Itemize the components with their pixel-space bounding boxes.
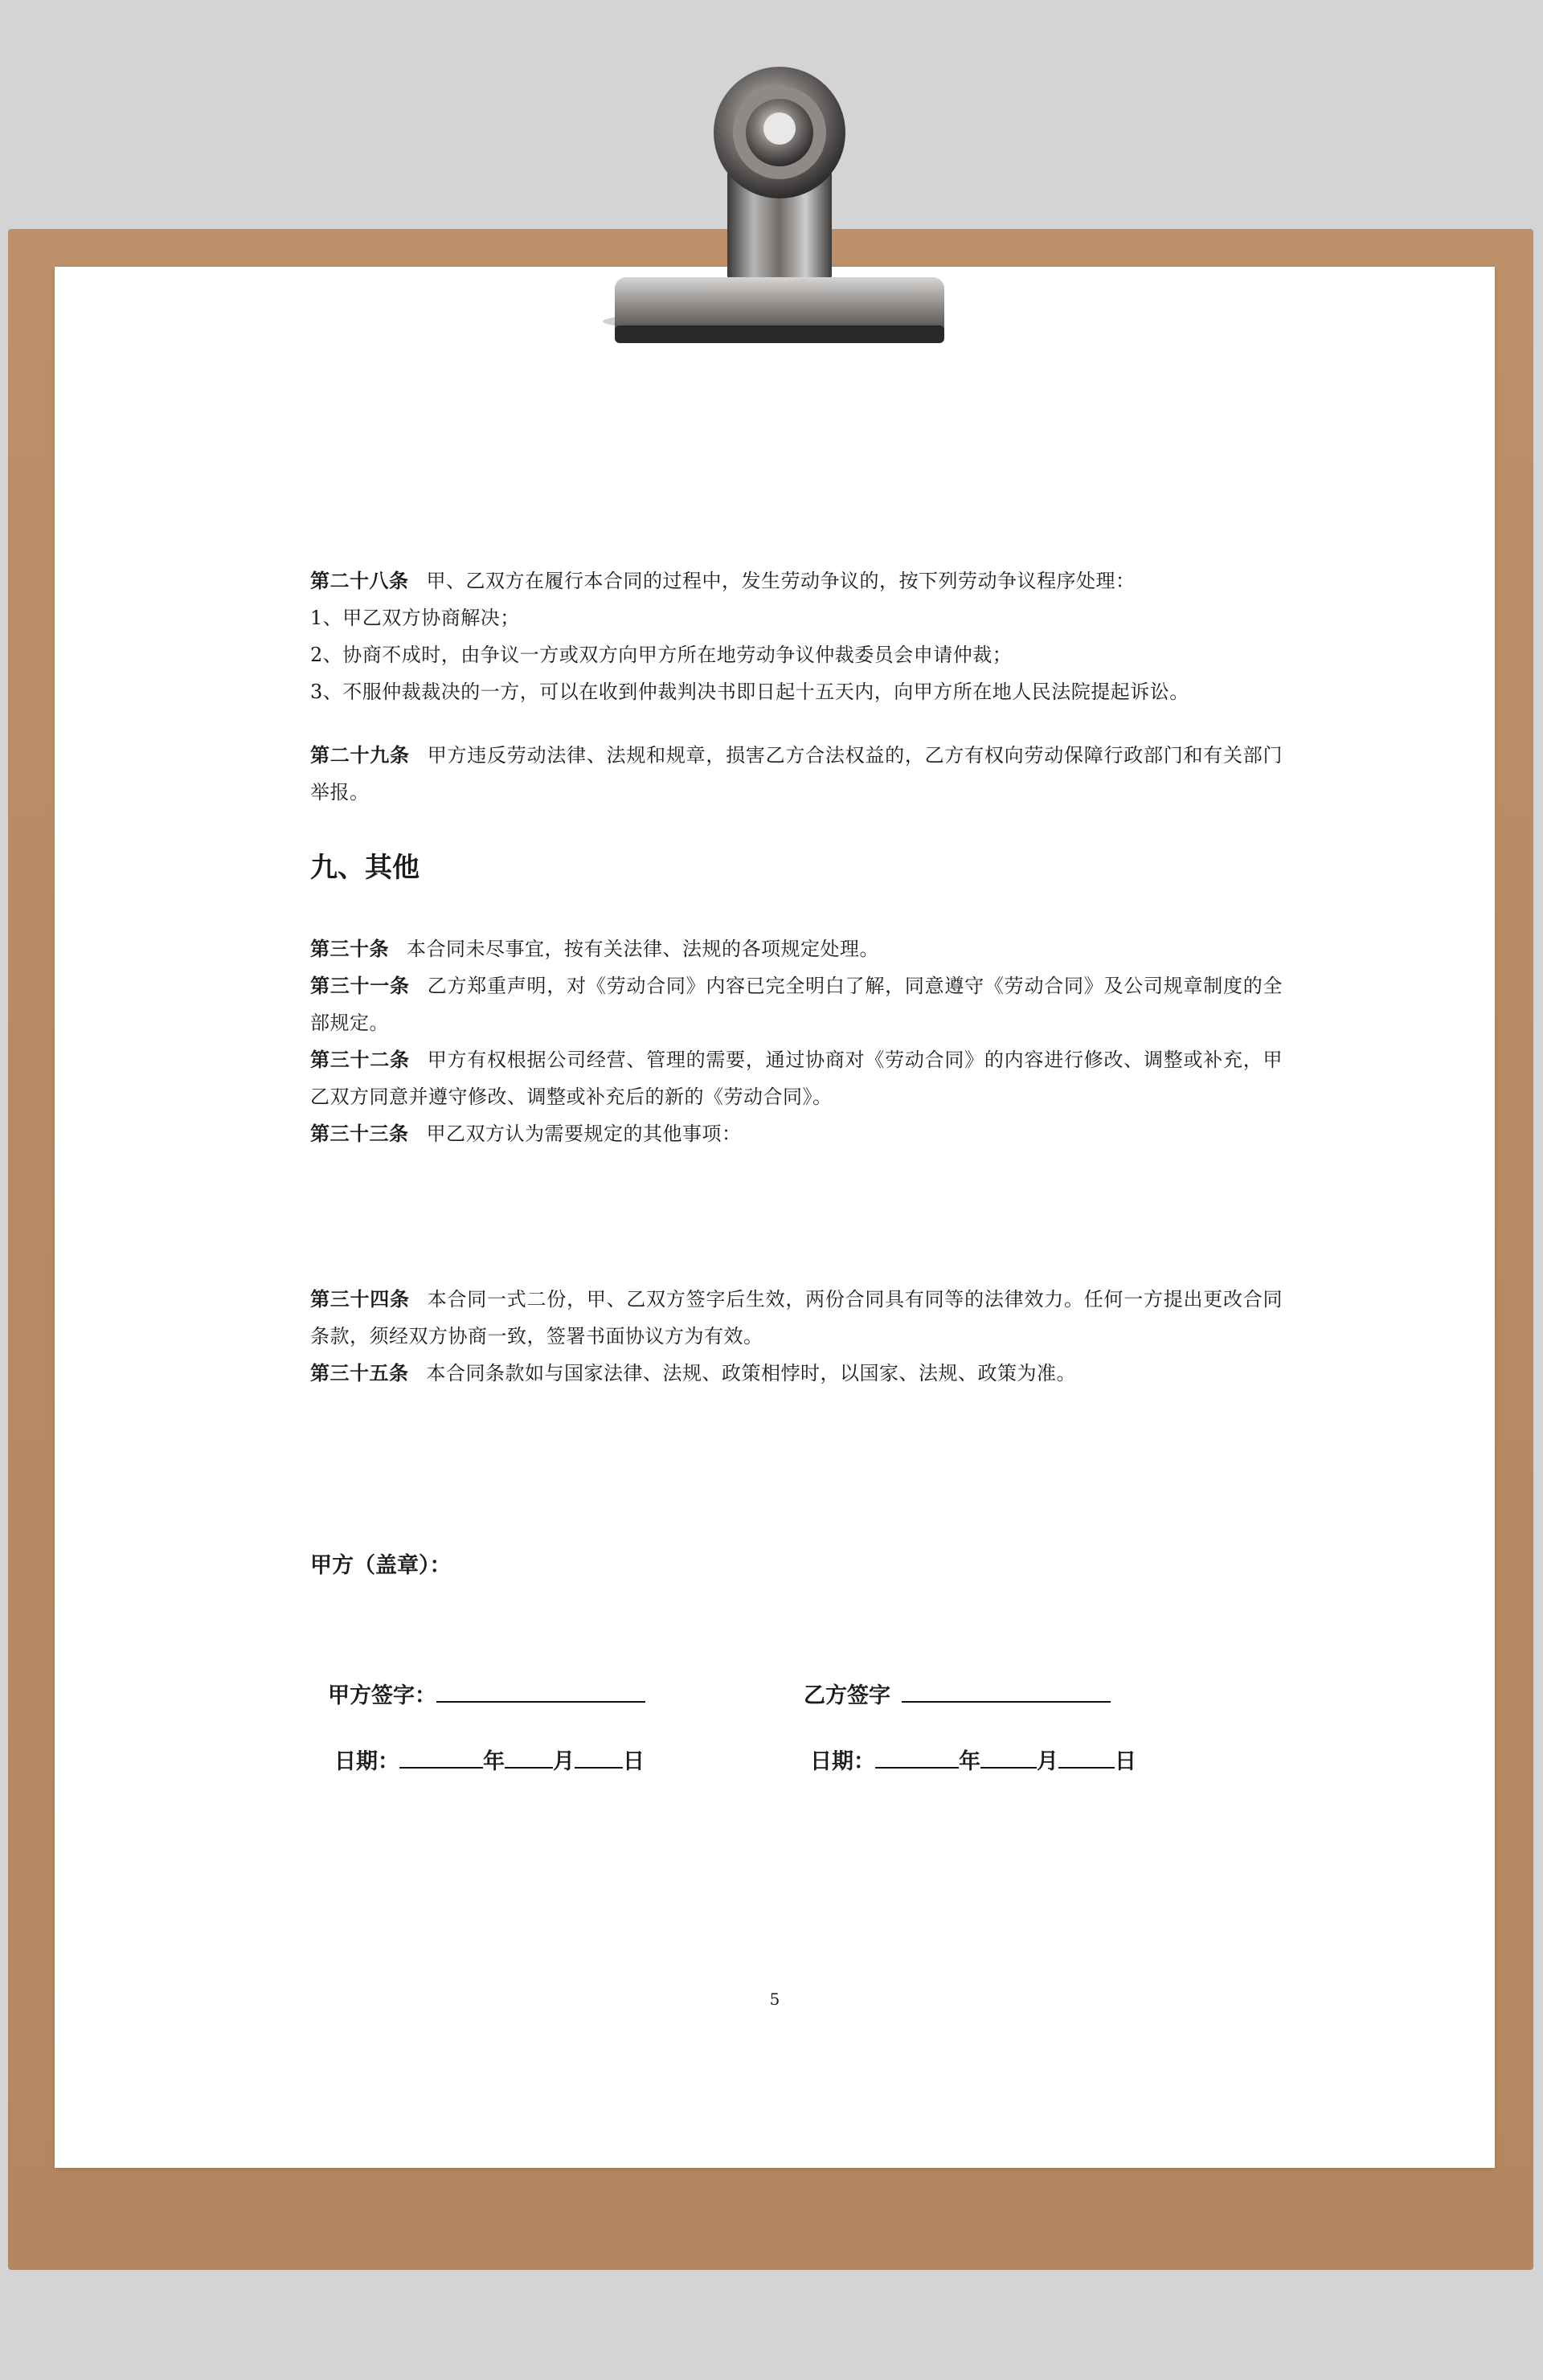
year-blank[interactable] bbox=[875, 1748, 959, 1769]
article-label: 第三十二条 bbox=[310, 1049, 410, 1071]
month-label: 月 bbox=[1037, 1749, 1058, 1774]
party-b-sign-blank[interactable] bbox=[902, 1682, 1111, 1703]
article-text: 甲方有权根据公司经营、管理的需要，通过协商对《劳动合同》的内容进行修改、调整或补充，甲乙双方同意并遵守修改、调整或补充后的新的《劳动合同》。 bbox=[310, 1049, 1283, 1108]
article-31 bbox=[310, 967, 1283, 1041]
article-35 bbox=[310, 1355, 1283, 1392]
party-a-date-line bbox=[334, 1744, 645, 1775]
article-28 bbox=[310, 562, 1283, 599]
party-a-seal-label: 甲方（盖章）： bbox=[310, 1553, 452, 1578]
page-number: 5 bbox=[769, 1989, 780, 2009]
party-a-sign-label: 甲方签字： bbox=[328, 1683, 436, 1708]
article-28-item-1: 1、甲乙双方协商解决； bbox=[310, 607, 520, 629]
month-blank[interactable] bbox=[980, 1748, 1037, 1769]
article-text: 乙方郑重声明，对《劳动合同》内容已完全明白了解，同意遵守《劳动合同》及公司规章制度的全部规定。 bbox=[310, 975, 1283, 1034]
day-blank[interactable] bbox=[575, 1748, 623, 1769]
date-label: 日期： bbox=[334, 1749, 399, 1774]
party-a-sign-blank[interactable] bbox=[436, 1682, 645, 1703]
year-label: 年 bbox=[483, 1749, 505, 1774]
party-a-signature-line bbox=[328, 1678, 645, 1709]
article-34 bbox=[310, 1281, 1283, 1355]
party-b-sign-label: 乙方签字 bbox=[804, 1683, 890, 1708]
day-label: 日 bbox=[1115, 1749, 1136, 1774]
article-label: 第二十九条 bbox=[310, 744, 410, 767]
day-label: 日 bbox=[623, 1749, 645, 1774]
article-33 bbox=[310, 1115, 1283, 1152]
article-text: 甲、乙双方在履行本合同的过程中，发生劳动争议的，按下列劳动争议程序处理： bbox=[426, 570, 1136, 592]
year-blank[interactable] bbox=[399, 1748, 483, 1769]
date-label: 日期： bbox=[810, 1749, 875, 1774]
article-29 bbox=[310, 737, 1283, 811]
month-label: 月 bbox=[553, 1749, 575, 1774]
article-30 bbox=[310, 930, 1283, 967]
article-text: 甲方违反劳动法律、法规和规章，损害乙方合法权益的，乙方有权向劳动保障行政部门和有关部门举报。 bbox=[310, 744, 1283, 804]
article-label: 第二十八条 bbox=[310, 570, 409, 592]
article-text: 甲乙双方认为需要规定的其他事项： bbox=[426, 1123, 742, 1145]
article-28-item-2: 2、协商不成时，由争议一方或双方向甲方所在地劳动争议仲裁委员会申请仲裁； bbox=[310, 644, 1013, 666]
document-page bbox=[55, 267, 1495, 2168]
article-28-item-3: 3、不服仲裁裁决的一方，可以在收到仲裁判决书即日起十五天内，向甲方所在地人民法院提起诉讼。 bbox=[310, 681, 1189, 703]
article-label: 第三十四条 bbox=[310, 1288, 410, 1311]
binder-clip-icon bbox=[579, 48, 948, 354]
article-text: 本合同一式二份，甲、乙双方签字后生效，两份合同具有同等的法律效力。任何一方提出更改合同条款，须经双方协商一致，签署书面协议方为有效。 bbox=[310, 1288, 1283, 1347]
year-label: 年 bbox=[959, 1749, 980, 1774]
article-label: 第三十一条 bbox=[310, 975, 410, 997]
month-blank[interactable] bbox=[505, 1748, 553, 1769]
article-32 bbox=[310, 1041, 1283, 1115]
party-b-date-line bbox=[810, 1744, 1136, 1775]
day-blank[interactable] bbox=[1058, 1748, 1115, 1769]
article-text: 本合同未尽事宜，按有关法律、法规的各项规定处理。 bbox=[407, 938, 879, 960]
article-label: 第三十三条 bbox=[310, 1123, 409, 1145]
article-text: 本合同条款如与国家法律、法规、政策相悖时，以国家、法规、政策为准。 bbox=[426, 1362, 1076, 1384]
article-label: 第三十条 bbox=[310, 938, 389, 960]
section-heading: 九、其他 bbox=[310, 852, 420, 884]
article-label: 第三十五条 bbox=[310, 1362, 409, 1384]
party-b-signature-line bbox=[804, 1678, 1111, 1709]
